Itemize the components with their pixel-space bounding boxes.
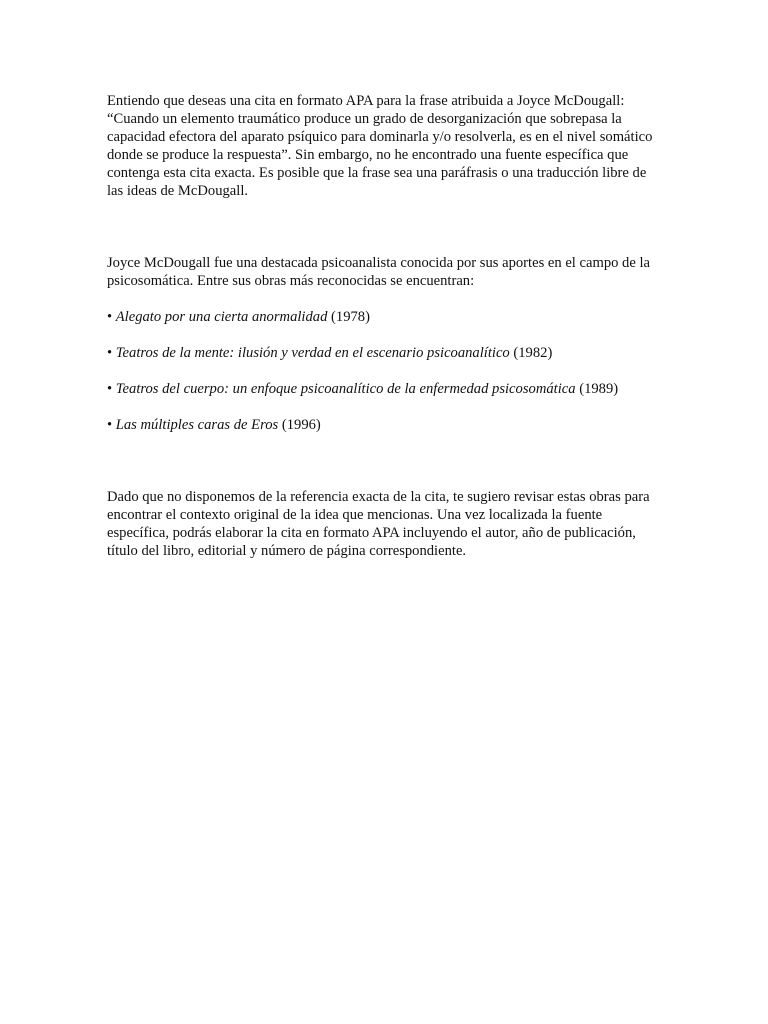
book-year: (1989): [579, 381, 619, 397]
bullet-symbol: •: [107, 309, 113, 325]
intro-paragraph: Entiendo que deseas una cita en formato APA para la frase atribuida a Joyce McDougall: “Cuando un elemento traumático produce un grado de desorganización que sobrepasa la capacidad efectora del aparato psíquico para dominarla y/o resolverla, es en el nivel somático donde se produce la respuesta”. Sin embargo, no he encontrado una fuente específica que contenga esta cita exacta. Es posible que la frase sea una paráfrasis o una traducción libre de las ideas de McDougall.: [107, 93, 653, 199]
book-title: Las múltiples caras de Eros: [115, 417, 279, 433]
book-title: Alegato por una cierta anormalidad: [115, 309, 328, 325]
list-item: [107, 308, 663, 326]
list-item: [107, 344, 663, 362]
book-title: Teatros de la mente: ilusión y verdad en el escenario psicoanalítico: [115, 345, 510, 361]
document-body: [107, 92, 663, 560]
list-item: [107, 416, 663, 434]
book-year: (1978): [331, 309, 370, 325]
list-item: [107, 380, 663, 398]
bullet-symbol: •: [107, 381, 113, 397]
author-paragraph: Joyce McDougall fue una destacada psicoanalista conocida por sus aportes en el campo de la psicosomática. Entre sus obras más reconocidas se encuentran:: [107, 255, 651, 289]
closing-paragraph: Dado que no disponemos de la referencia exacta de la cita, te sugiero revisar estas obras para encontrar el contexto original de la idea que mencionas. Una vez localizada la fuente específica, podrás elaborar la cita en formato APA incluyendo el autor, año de publicación, título del libro, editorial y número de página correspondiente.: [107, 489, 650, 559]
book-year: (1982): [513, 345, 553, 361]
book-year: (1996): [281, 417, 321, 433]
bullet-symbol: •: [107, 345, 113, 361]
book-title: Teatros del cuerpo: un enfoque psicoanalítico de la enfermedad psicosomática: [115, 381, 576, 397]
bullet-symbol: •: [107, 417, 113, 433]
